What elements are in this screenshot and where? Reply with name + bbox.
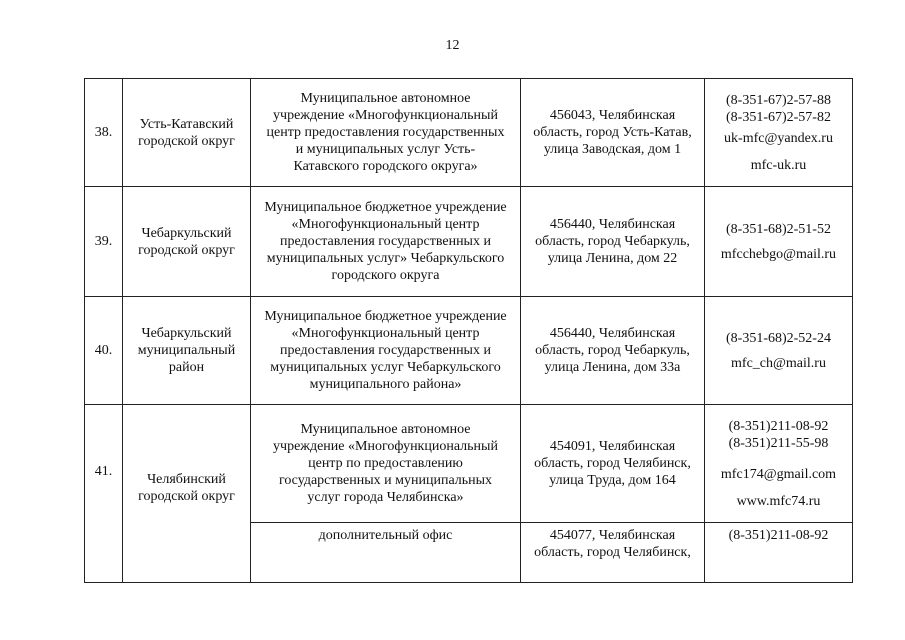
institution-line: учреждение «Многофункциональный [273, 108, 498, 123]
district-line: муниципальный [137, 343, 236, 358]
mfc-registry-table [84, 78, 853, 583]
district-line: Усть-Катавский [139, 116, 234, 132]
institution-line: услуг города Челябинска» [307, 490, 464, 505]
page-number: 12 [445, 38, 460, 53]
phone: (8-351-68)2-51-52 [726, 221, 831, 237]
institution-line: Муниципальное бюджетное учреждение [264, 200, 507, 215]
row-number: 40. [85, 297, 123, 405]
contacts-cell [705, 187, 853, 297]
district-line: Чебаркульский [141, 225, 232, 241]
institution-line: муниципального района» [309, 377, 462, 392]
institution-cell [251, 187, 521, 297]
address-line: область, город Чебаркуль, [535, 343, 690, 358]
address-cell [521, 79, 705, 187]
email: mfc174@gmail.com [720, 466, 837, 482]
address-cell [521, 523, 705, 583]
institution-line: центр по предоставлению [308, 456, 463, 471]
address-line: улица Труда, дом 164 [549, 473, 676, 488]
website: www.mfc74.ru [736, 493, 821, 509]
institution-line: муниципальных услуг Чебаркульского [270, 360, 501, 375]
district-line: Челябинский [147, 472, 226, 487]
address-cell [521, 187, 705, 297]
institution-line: «Многофункциональный центр [291, 217, 480, 232]
table-row [85, 297, 853, 405]
institution-cell [251, 79, 521, 187]
institution-line: Муниципальное бюджетное учреждение [264, 309, 507, 324]
contacts-cell [705, 523, 853, 583]
row-number: 41. [85, 405, 123, 583]
contacts-cell [705, 79, 853, 187]
district-cell [123, 187, 251, 297]
institution-line: Муниципальное автономное [300, 91, 471, 106]
phone: (8-351)211-55-98 [728, 435, 829, 451]
address-line: 456440, Челябинская [549, 217, 676, 232]
phone: (8-351)211-08-92 [728, 528, 829, 543]
institution-line: городского округа [331, 268, 440, 283]
institution-line: Муниципальное автономное [300, 422, 471, 437]
website: mfc-uk.ru [750, 157, 807, 173]
district-cell [123, 405, 251, 583]
institution-cell [251, 297, 521, 405]
address-line: улица Ленина, дом 22 [547, 251, 678, 266]
address-line: улица Заводская, дом 1 [543, 142, 682, 157]
district-line: район [168, 360, 205, 375]
contacts-cell [705, 405, 853, 523]
table-row [85, 405, 853, 523]
office-label-cell: дополнительный офис [251, 523, 521, 583]
address-line: 456043, Челябинская [549, 108, 676, 123]
address-line: 454077, Челябинская [549, 528, 676, 543]
institution-line: Катавского городского округа» [293, 159, 478, 174]
address-line: 454091, Челябинская [549, 439, 676, 454]
institution-line: муниципальных услуг» Чебаркульского [266, 251, 505, 266]
address-line: область, город Челябинск, [534, 545, 691, 560]
table-row [85, 187, 853, 297]
address-cell [521, 297, 705, 405]
row-number: 38. [85, 79, 123, 187]
address-line: 456440, Челябинская [549, 326, 676, 341]
institution-line: и муниципальных услуг Усть- [295, 142, 476, 157]
email: uk-mfc@yandex.ru [724, 130, 833, 146]
district-cell [123, 297, 251, 405]
institution-line: государственных и муниципальных [278, 473, 493, 488]
institution-line: «Многофункциональный центр [291, 326, 480, 341]
institution-line: учреждение «Многофункциональный [273, 439, 498, 454]
institution-line: центр предоставления государственных [266, 125, 505, 140]
district-line: городской округ [138, 133, 235, 149]
address-line: область, город Чебаркуль, [535, 234, 690, 249]
address-line: улица Ленина, дом 33а [544, 360, 681, 375]
institution-cell [251, 405, 521, 523]
district-line: Чебаркульский [141, 326, 232, 341]
institution-line: предоставления государственных и [280, 234, 491, 249]
district-line: городской округ [138, 489, 235, 504]
district-line: городской округ [138, 242, 235, 258]
address-line: область, город Усть-Катав, [533, 125, 692, 140]
email: mfc_ch@mail.ru [731, 355, 826, 371]
phone: (8-351-68)2-52-24 [726, 330, 831, 346]
phone: (8-351-67)2-57-88 [726, 92, 831, 108]
phone: (8-351-67)2-57-82 [726, 109, 831, 125]
contacts-cell [705, 297, 853, 405]
address-line: область, город Челябинск, [534, 456, 691, 471]
address-cell [521, 405, 705, 523]
email: mfcchebgo@mail.ru [720, 246, 837, 262]
district-cell [123, 79, 251, 187]
institution-line: предоставления государственных и [280, 343, 491, 358]
row-number: 39. [85, 187, 123, 297]
table-row [85, 79, 853, 187]
phone: (8-351)211-08-92 [728, 418, 829, 434]
